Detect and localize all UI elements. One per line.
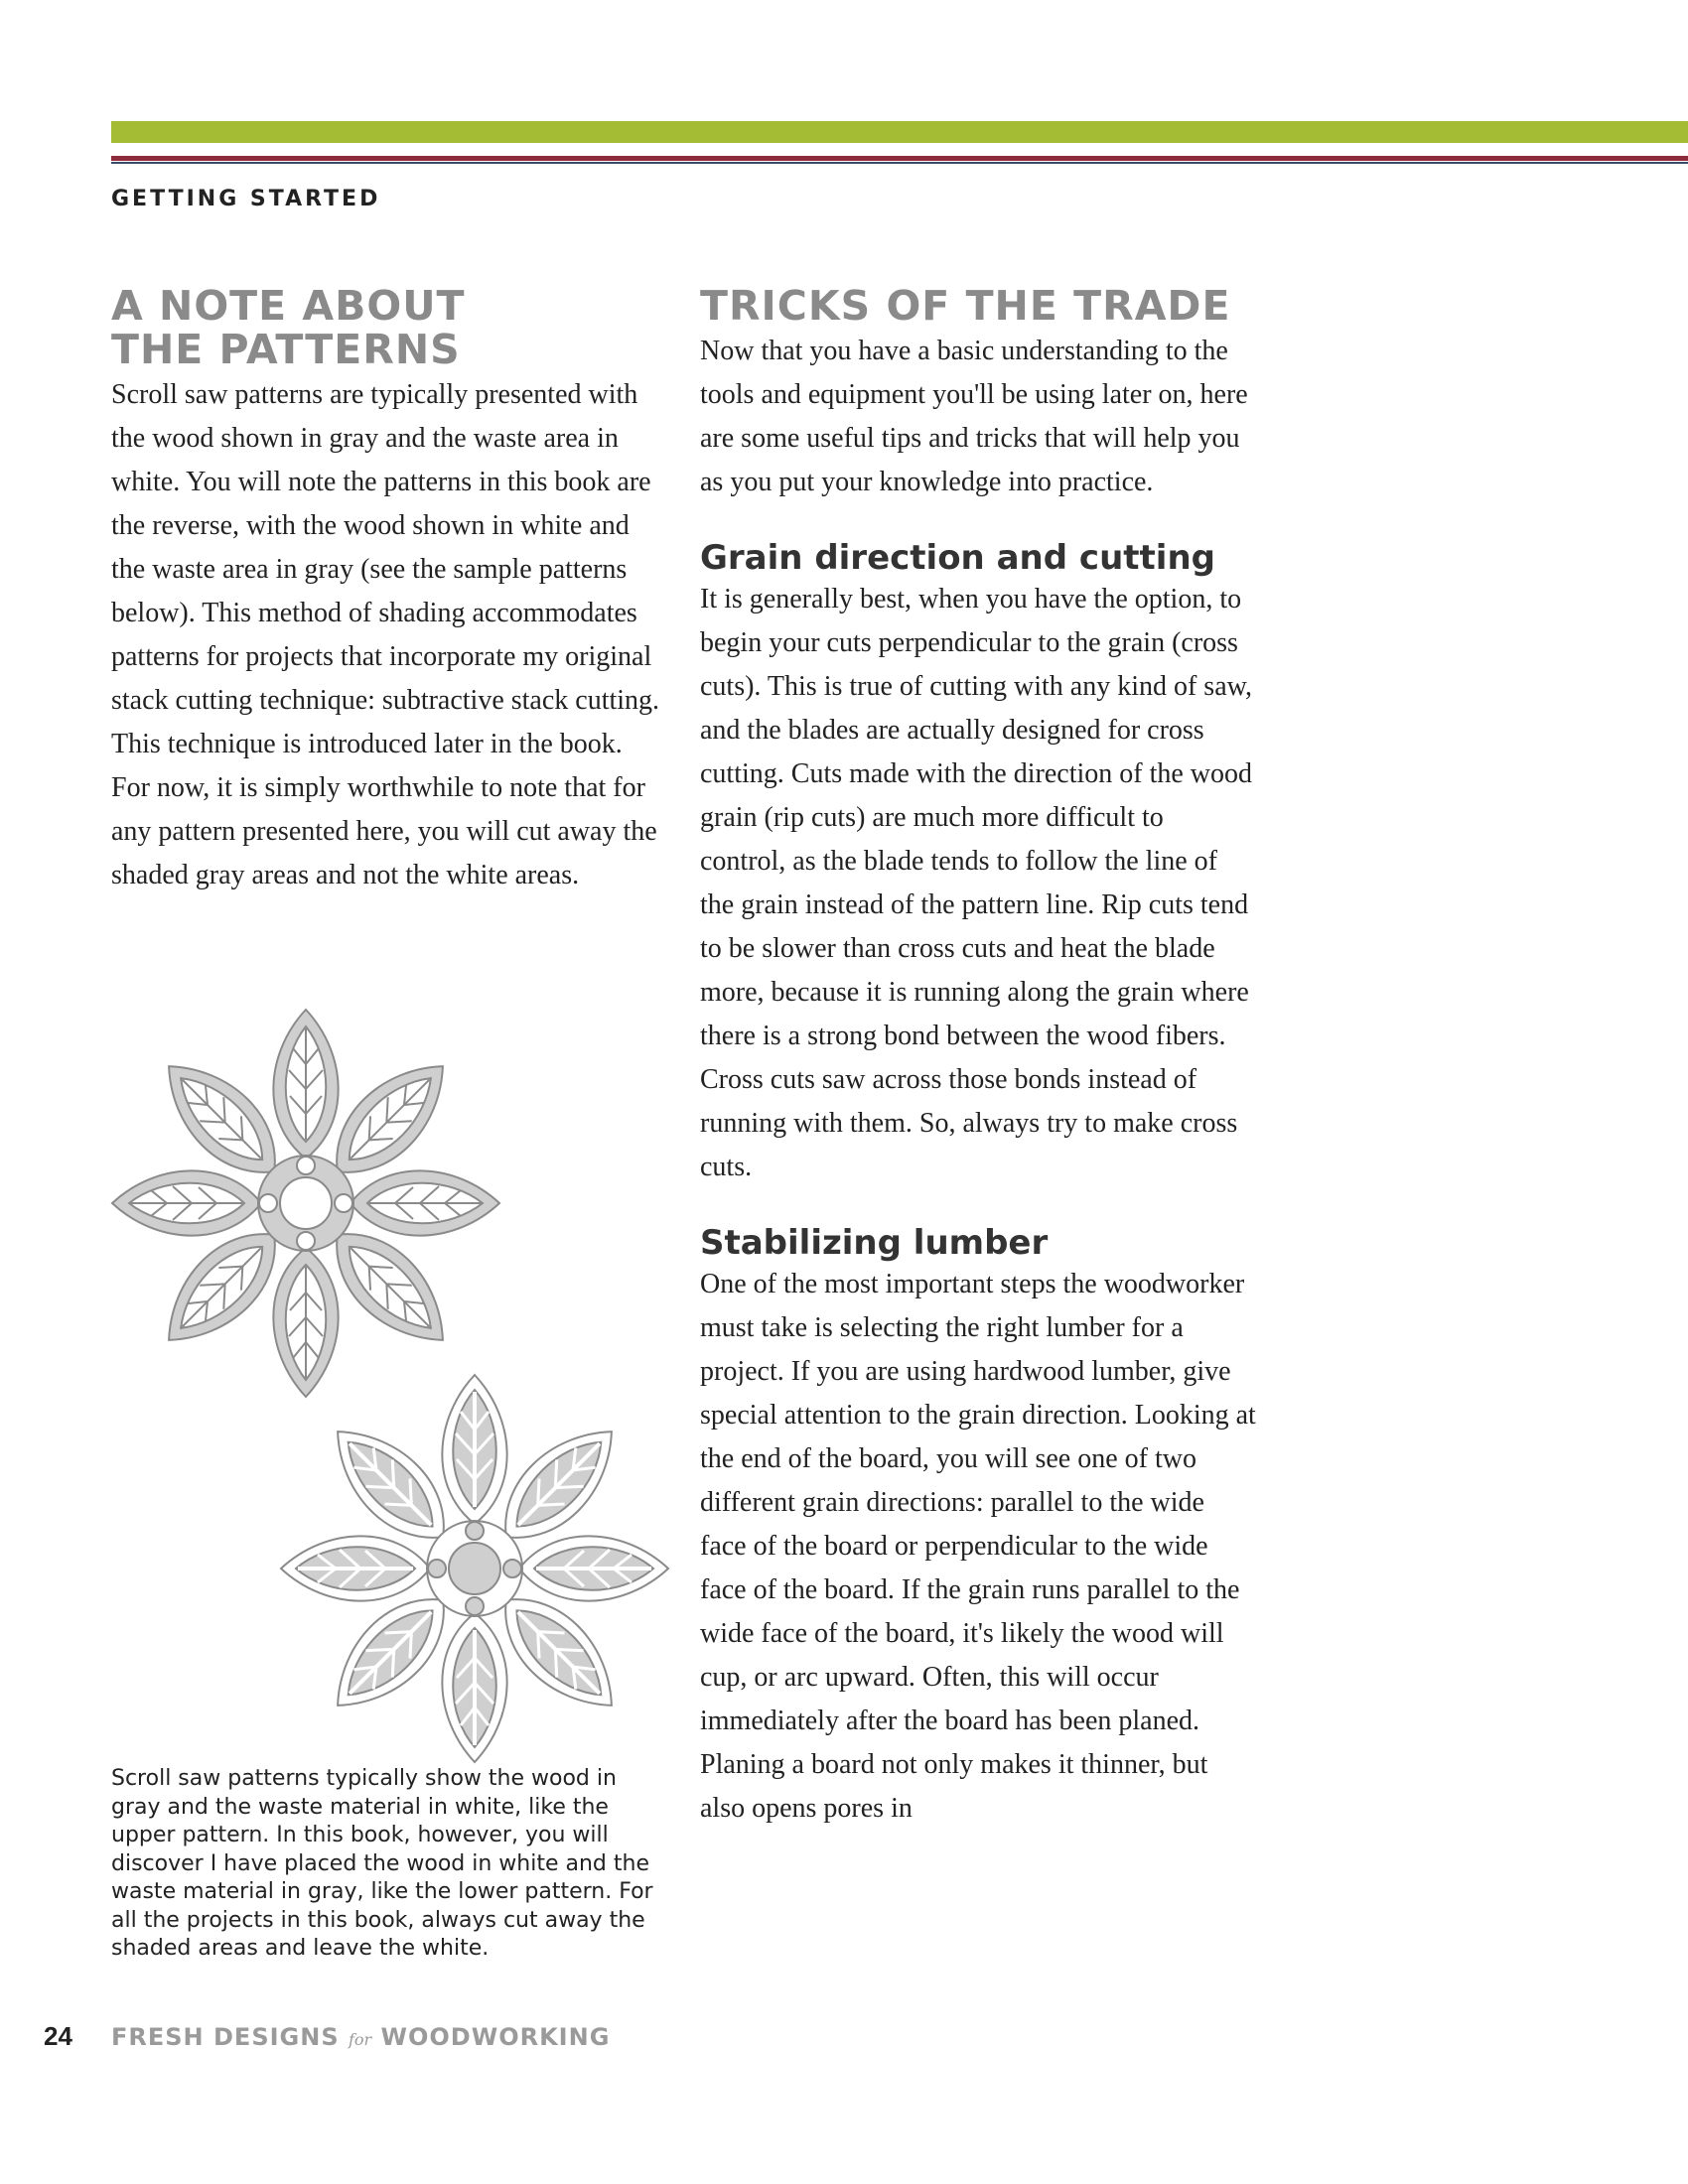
note-heading	[111, 284, 667, 371]
grain-text: It is generally best, when you have the option, to begin your cuts perpendicular to the grain (cross cuts). This is true of cutting with any kind of saw, and the blades are actually designed for cross cutting. Cuts made with the direction of the wood grain (rip cuts) are much more difficult to control, as the blade tends to follow the line of the grain instead of the pattern line. Rip cuts tend to be slower than cross cuts and heat the blade more, because it is running along the grain where there is a strong bond between the wood fibers. Cross cuts saw across those bonds instead of running with them. So, always try to make cross cuts.	[700, 584, 1253, 1182]
running-footer	[111, 2023, 610, 2051]
upper-pattern-center	[258, 1156, 353, 1251]
footer-title-part3: WOODWORKING	[380, 2023, 611, 2051]
header-red-rule	[111, 156, 1688, 161]
page-number: 24	[44, 2021, 72, 2051]
header-blue-rule	[111, 162, 1688, 164]
lower-pattern-center	[427, 1521, 522, 1616]
lower-pattern-illustration	[276, 1370, 673, 1767]
lumber-text: One of the most important steps the woodworker must take is selecting the right lumber for a project. If you are using hardwood lumber, give special attention to the grain direction. Looking at the end of the board, you will see one of two different grain directions: parallel to the wide face of the board or perpendicular to the wide face of the board. If the grain runs parallel to the wide face of the board, it's likely the wood will cup, or arc upward. Often, this will occur immediately after the board has been planed. Planing a board not only makes it thinner, but also opens pores in	[700, 1269, 1256, 1824]
section-label: GETTING STARTED	[111, 187, 381, 211]
note-heading-line1: A NOTE ABOUT	[111, 282, 466, 330]
note-heading-line2: THE PATTERNS	[111, 326, 461, 373]
footer-title-part1: FRESH DESIGNS	[111, 2023, 340, 2051]
grain-heading: Grain direction and cutting	[700, 538, 1215, 578]
upper-pattern-illustration	[107, 1005, 504, 1402]
footer-title-part2: for	[348, 2030, 372, 2049]
note-paragraph: Scroll saw patterns are typically presented with the wood shown in gray and the waste area in white. You will note the patterns in this book are the reverse, with the wood shown in white and the waste area in gray (see the sample patterns below). This method of shading accommodates patterns for projects that incorporate my original stack cutting technique: subtractive stack cutting. This technique is introduced later in the book. For now, it is simply worthwhile to note that for any pattern presented here, you will cut away the shaded gray areas and not the white areas.	[111, 379, 660, 890]
right-column	[700, 284, 1256, 1831]
pattern-caption: Scroll saw patterns typically show the wood in gray and the waste material in white, like the upper pattern. In this book, however, you will discover I have placed the wood in white and the waste material in gray, like the lower pattern. For all the projects in this book, always cut away the shaded areas and leave the white.	[111, 1766, 653, 1961]
tricks-intro: Now that you have a basic understanding to the tools and equipment you'll be using later on, here are some useful tips and tricks that will help you as you put your knowledge into practice.	[700, 336, 1248, 497]
header-green-bar	[111, 121, 1688, 143]
tricks-heading: TRICKS OF THE TRADE	[700, 282, 1231, 330]
left-column	[111, 284, 667, 897]
lumber-heading: Stabilizing lumber	[700, 1223, 1049, 1263]
